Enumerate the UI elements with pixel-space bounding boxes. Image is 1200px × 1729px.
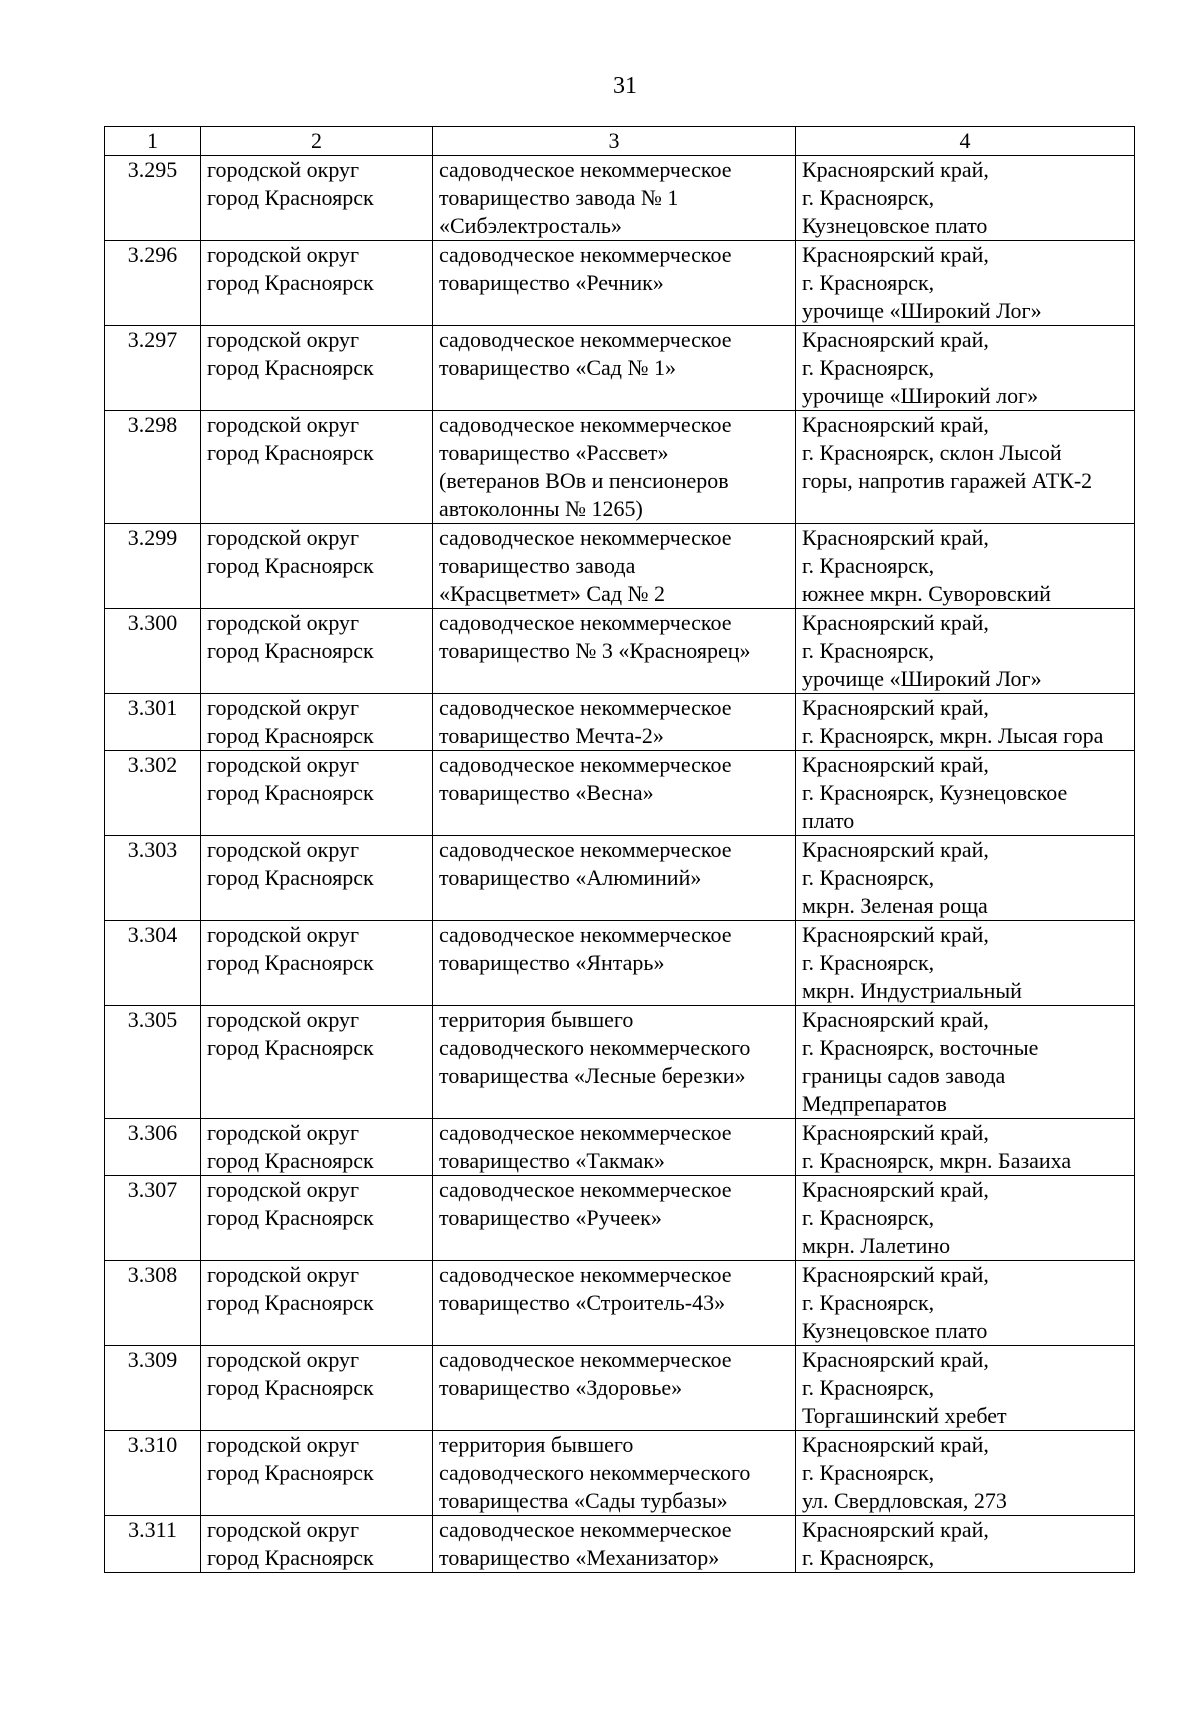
municipality-line: город Красноярск (207, 553, 374, 578)
location-line: г. Красноярск, (802, 270, 935, 295)
table-row (105, 694, 1135, 751)
table-row (105, 1346, 1135, 1431)
location-cell (796, 836, 1135, 921)
table-row (105, 836, 1135, 921)
location-cell (796, 609, 1135, 694)
organization-line: садоводческого некоммерческого (439, 1460, 751, 1485)
table-row (105, 751, 1135, 836)
municipality-line: городской округ (207, 1432, 360, 1457)
organization-line: садоводческое некоммерческое (439, 695, 732, 720)
location-cell (796, 1006, 1135, 1119)
municipality-cell (201, 326, 433, 411)
municipality-line: городской округ (207, 327, 360, 352)
registry-table (104, 126, 1135, 1573)
municipality-line: город Красноярск (207, 865, 374, 890)
row-number: 3.307 (105, 1176, 201, 1261)
location-line: урочище «Широкий Лог» (802, 298, 1042, 323)
location-line: мкрн. Лалетино (802, 1233, 951, 1258)
location-line: Красноярский край, (802, 1177, 989, 1202)
location-line: г. Красноярск, склон Лысой (802, 440, 1062, 465)
organization-cell (433, 836, 796, 921)
municipality-line: город Красноярск (207, 270, 374, 295)
municipality-line: город Красноярск (207, 440, 374, 465)
organization-line: товарищество «Янтарь» (439, 950, 665, 975)
location-line: г. Красноярск, Кузнецовское (802, 780, 1068, 805)
location-cell (796, 1431, 1135, 1516)
row-number: 3.303 (105, 836, 201, 921)
organization-line: товарищество Мечта-2» (439, 723, 664, 748)
municipality-line: город Красноярск (207, 1460, 374, 1485)
organization-cell (433, 1516, 796, 1573)
municipality-line: городской округ (207, 1120, 360, 1145)
row-number: 3.298 (105, 411, 201, 524)
table-row (105, 241, 1135, 326)
organization-line: товарищество «Такмак» (439, 1148, 665, 1173)
organization-cell (433, 1176, 796, 1261)
row-number: 3.296 (105, 241, 201, 326)
municipality-line: город Красноярск (207, 950, 374, 975)
location-cell (796, 1261, 1135, 1346)
municipality-line: город Красноярск (207, 638, 374, 663)
organization-cell (433, 156, 796, 241)
organization-line: садоводческое некоммерческое (439, 1177, 732, 1202)
location-line: Красноярский край, (802, 1262, 989, 1287)
municipality-cell (201, 156, 433, 241)
table-body (105, 156, 1135, 1573)
municipality-cell (201, 694, 433, 751)
municipality-cell (201, 921, 433, 1006)
municipality-cell (201, 1119, 433, 1176)
row-number: 3.304 (105, 921, 201, 1006)
municipality-line: город Красноярск (207, 780, 374, 805)
organization-line: (ветеранов ВОв и пенсионеров (439, 468, 729, 493)
location-line: г. Красноярск, (802, 1545, 935, 1570)
row-number: 3.300 (105, 609, 201, 694)
organization-line: товарищество «Рассвет» (439, 440, 669, 465)
municipality-line: городской округ (207, 157, 360, 182)
location-line: Красноярский край, (802, 1120, 989, 1145)
organization-line: товарищество «Ручеек» (439, 1205, 662, 1230)
organization-line: товарищество завода № 1 (439, 185, 679, 210)
organization-cell (433, 921, 796, 1006)
municipality-line: город Красноярск (207, 355, 374, 380)
location-line: г. Красноярск, (802, 1290, 935, 1315)
table-row (105, 1176, 1135, 1261)
location-line: г. Красноярск, (802, 1375, 935, 1400)
location-line: Торгашинский хребет (802, 1403, 1007, 1428)
location-line: Красноярский край, (802, 1517, 989, 1542)
location-line: г. Красноярск, (802, 1460, 935, 1485)
location-cell (796, 751, 1135, 836)
organization-line: садоводческое некоммерческое (439, 327, 732, 352)
organization-line: садоводческое некоммерческое (439, 752, 732, 777)
table-row (105, 1006, 1135, 1119)
location-line: Красноярский край, (802, 1347, 989, 1372)
location-cell (796, 1119, 1135, 1176)
organization-line: автоколонны № 1265) (439, 496, 643, 521)
organization-line: садоводческое некоммерческое (439, 412, 732, 437)
location-line: Кузнецовское плато (802, 1318, 988, 1343)
organization-line: территория бывшего (439, 1007, 634, 1032)
organization-line: садоводческое некоммерческое (439, 157, 732, 182)
municipality-line: городской округ (207, 1517, 360, 1542)
location-cell (796, 241, 1135, 326)
municipality-line: городской округ (207, 1007, 360, 1032)
organization-cell (433, 609, 796, 694)
table-header (105, 127, 1135, 156)
column-header-1: 1 (105, 127, 201, 156)
municipality-line: город Красноярск (207, 1375, 374, 1400)
location-line: Красноярский край, (802, 327, 989, 352)
location-line: Красноярский край, (802, 695, 989, 720)
organization-cell (433, 1261, 796, 1346)
location-line: Медпрепаратов (802, 1091, 947, 1116)
municipality-line: городской округ (207, 1262, 360, 1287)
location-line: г. Красноярск, (802, 355, 935, 380)
location-cell (796, 156, 1135, 241)
organization-cell (433, 1431, 796, 1516)
municipality-line: город Красноярск (207, 1290, 374, 1315)
location-line: Красноярский край, (802, 1432, 989, 1457)
organization-line: садоводческого некоммерческого (439, 1035, 751, 1060)
location-cell (796, 1516, 1135, 1573)
location-line: Красноярский край, (802, 1007, 989, 1032)
municipality-line: городской округ (207, 837, 360, 862)
header-row (105, 127, 1135, 156)
row-number: 3.299 (105, 524, 201, 609)
location-line: урочище «Широкий лог» (802, 383, 1039, 408)
municipality-line: городской округ (207, 695, 360, 720)
table-row (105, 1119, 1135, 1176)
row-number: 3.301 (105, 694, 201, 751)
location-cell (796, 694, 1135, 751)
organization-line: товарищество № 3 «Красноярец» (439, 638, 751, 663)
location-line: г. Красноярск, восточные (802, 1035, 1039, 1060)
table-row (105, 1431, 1135, 1516)
municipality-cell (201, 1261, 433, 1346)
organization-cell (433, 1346, 796, 1431)
location-line: Кузнецовское плато (802, 213, 988, 238)
municipality-cell (201, 524, 433, 609)
location-line: Красноярский край, (802, 157, 989, 182)
organization-cell (433, 751, 796, 836)
organization-line: «Красцветмет» Сад № 2 (439, 581, 666, 606)
table-row (105, 326, 1135, 411)
column-header-2: 2 (201, 127, 433, 156)
location-cell (796, 1176, 1135, 1261)
organization-line: садоводческое некоммерческое (439, 1517, 732, 1542)
municipality-line: город Красноярск (207, 1148, 374, 1173)
row-number: 3.308 (105, 1261, 201, 1346)
location-line: г. Красноярск, (802, 950, 935, 975)
municipality-cell (201, 241, 433, 326)
municipality-cell (201, 1431, 433, 1516)
location-line: горы, напротив гаражей АТК-2 (802, 468, 1093, 493)
location-line: Красноярский край, (802, 610, 989, 635)
municipality-line: город Красноярск (207, 1545, 374, 1570)
organization-cell (433, 326, 796, 411)
municipality-cell (201, 609, 433, 694)
organization-line: товарищество «Строитель-43» (439, 1290, 726, 1315)
row-number: 3.302 (105, 751, 201, 836)
location-line: Красноярский край, (802, 837, 989, 862)
organization-line: садоводческое некоммерческое (439, 837, 732, 862)
location-cell (796, 411, 1135, 524)
location-line: г. Красноярск, (802, 553, 935, 578)
table-row (105, 524, 1135, 609)
municipality-cell (201, 1516, 433, 1573)
municipality-line: городской округ (207, 412, 360, 437)
municipality-line: город Красноярск (207, 723, 374, 748)
location-cell (796, 921, 1135, 1006)
location-cell (796, 1346, 1135, 1431)
location-line: мкрн. Индустриальный (802, 978, 1022, 1003)
row-number: 3.309 (105, 1346, 201, 1431)
municipality-line: город Красноярск (207, 185, 374, 210)
location-line: Красноярский край, (802, 242, 989, 267)
municipality-line: город Красноярск (207, 1205, 374, 1230)
organization-cell (433, 524, 796, 609)
organization-cell (433, 1006, 796, 1119)
location-cell (796, 326, 1135, 411)
organization-line: садоводческое некоммерческое (439, 1347, 732, 1372)
municipality-line: городской округ (207, 525, 360, 550)
organization-line: «Сибэлектросталь» (439, 213, 622, 238)
municipality-cell (201, 751, 433, 836)
organization-line: товарищество «Механизатор» (439, 1545, 720, 1570)
table-row (105, 1516, 1135, 1573)
location-line: мкрн. Зеленая роща (802, 893, 988, 918)
municipality-cell (201, 836, 433, 921)
organization-cell (433, 241, 796, 326)
municipality-line: городской округ (207, 922, 360, 947)
organization-line: товарищества «Лесные березки» (439, 1063, 746, 1088)
organization-line: товарищество «Весна» (439, 780, 654, 805)
table-row (105, 411, 1135, 524)
location-line: ул. Свердловская, 273 (802, 1488, 1007, 1513)
organization-line: товарищество «Алюминий» (439, 865, 702, 890)
organization-line: садоводческое некоммерческое (439, 610, 732, 635)
location-cell (796, 524, 1135, 609)
municipality-line: городской округ (207, 610, 360, 635)
municipality-cell (201, 1006, 433, 1119)
organization-line: товарищества «Сады турбазы» (439, 1488, 728, 1513)
location-line: г. Красноярск, (802, 638, 935, 663)
location-line: Красноярский край, (802, 525, 989, 550)
organization-line: товарищество «Сад № 1» (439, 355, 676, 380)
organization-line: садоводческое некоммерческое (439, 1120, 732, 1145)
municipality-line: город Красноярск (207, 1035, 374, 1060)
organization-line: товарищество «Речник» (439, 270, 664, 295)
municipality-cell (201, 1176, 433, 1261)
location-line: Красноярский край, (802, 922, 989, 947)
table-row (105, 921, 1135, 1006)
organization-line: садоводческое некоммерческое (439, 242, 732, 267)
location-line: границы садов завода (802, 1063, 1006, 1088)
municipality-line: городской округ (207, 242, 360, 267)
location-line: г. Красноярск, (802, 185, 935, 210)
municipality-line: городской округ (207, 1177, 360, 1202)
organization-line: товарищество завода (439, 553, 636, 578)
location-line: Красноярский край, (802, 412, 989, 437)
organization-cell (433, 411, 796, 524)
location-line: южнее мкрн. Суворовский (802, 581, 1051, 606)
table-row (105, 609, 1135, 694)
row-number: 3.297 (105, 326, 201, 411)
municipality-cell (201, 1346, 433, 1431)
location-line: г. Красноярск, (802, 1205, 935, 1230)
location-line: плато (802, 808, 855, 833)
municipality-cell (201, 411, 433, 524)
page-number: 31 (613, 73, 637, 99)
row-number: 3.305 (105, 1006, 201, 1119)
row-number: 3.310 (105, 1431, 201, 1516)
organization-line: садоводческое некоммерческое (439, 1262, 732, 1287)
organization-line: садоводческое некоммерческое (439, 922, 732, 947)
organization-line: товарищество «Здоровье» (439, 1375, 683, 1400)
column-header-3: 3 (433, 127, 796, 156)
municipality-line: городской округ (207, 752, 360, 777)
location-line: г. Красноярск, мкрн. Базаиха (802, 1148, 1072, 1173)
location-line: урочище «Широкий Лог» (802, 666, 1042, 691)
row-number: 3.311 (105, 1516, 201, 1573)
row-number: 3.306 (105, 1119, 201, 1176)
table-row (105, 1261, 1135, 1346)
location-line: г. Красноярск, (802, 865, 935, 890)
organization-line: садоводческое некоммерческое (439, 525, 732, 550)
organization-cell (433, 1119, 796, 1176)
organization-cell (433, 694, 796, 751)
organization-line: территория бывшего (439, 1432, 634, 1457)
table-row (105, 156, 1135, 241)
municipality-line: городской округ (207, 1347, 360, 1372)
row-number: 3.295 (105, 156, 201, 241)
location-line: г. Красноярск, мкрн. Лысая гора (802, 723, 1104, 748)
location-line: Красноярский край, (802, 752, 989, 777)
column-header-4: 4 (796, 127, 1135, 156)
